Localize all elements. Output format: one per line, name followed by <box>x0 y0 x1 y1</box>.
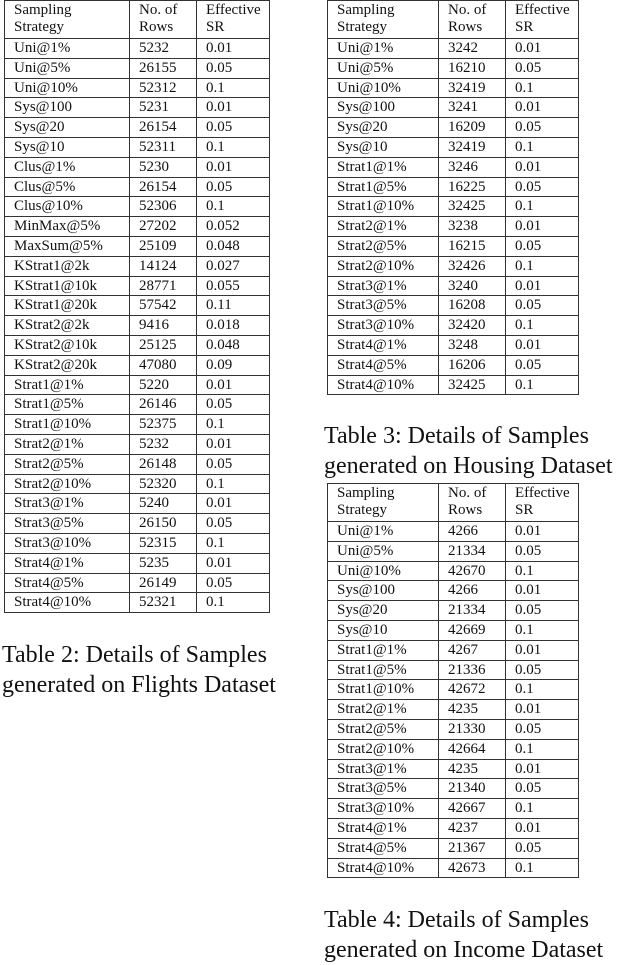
cell-strategy: Strat4@10% <box>328 375 439 395</box>
table-row <box>328 197 579 217</box>
cell-strategy: Uni@10% <box>5 78 130 98</box>
cell-strategy: Uni@5% <box>328 541 439 561</box>
cell-strategy: Strat1@10% <box>328 197 439 217</box>
cell-rows: 3241 <box>439 98 506 118</box>
cell-rows: 21334 <box>439 541 506 561</box>
cell-strategy: Strat2@5% <box>328 719 439 739</box>
table-row <box>5 454 270 474</box>
cell-rows: 14124 <box>130 256 197 276</box>
cell-rows: 9416 <box>130 316 197 336</box>
table-row <box>5 256 270 276</box>
table-row <box>328 561 579 581</box>
table-row <box>328 660 579 680</box>
cell-strategy: Uni@5% <box>5 58 130 78</box>
cell-rows: 47080 <box>130 355 197 375</box>
cell-sr: 0.01 <box>506 818 579 838</box>
table-row <box>5 573 270 593</box>
cell-sr: 0.01 <box>506 157 579 177</box>
cell-sr: 0.1 <box>197 197 270 217</box>
cell-rows: 3246 <box>439 157 506 177</box>
cell-rows: 32426 <box>439 256 506 276</box>
cell-strategy: Strat2@5% <box>5 454 130 474</box>
table-row <box>328 355 579 375</box>
cell-rows: 5240 <box>130 494 197 514</box>
cell-strategy: Uni@10% <box>328 78 439 98</box>
cell-rows: 4267 <box>439 640 506 660</box>
cell-sr: 0.01 <box>506 581 579 601</box>
cell-sr: 0.05 <box>197 514 270 534</box>
cell-sr: 0.1 <box>506 375 579 395</box>
table-row <box>5 137 270 157</box>
table-row <box>328 157 579 177</box>
cell-strategy: KStrat1@2k <box>5 256 130 276</box>
cell-sr: 0.1 <box>197 593 270 613</box>
table-row <box>328 276 579 296</box>
cell-rows: 3242 <box>439 39 506 59</box>
cell-sr: 0.1 <box>197 533 270 553</box>
column-header-sr: Effective SR <box>197 1 270 39</box>
table-row <box>5 593 270 613</box>
table-row <box>5 375 270 395</box>
cell-strategy: KStrat2@20k <box>5 355 130 375</box>
table-row <box>328 858 579 878</box>
cell-sr: 0.1 <box>197 474 270 494</box>
table-row <box>5 355 270 375</box>
table-row <box>328 39 579 59</box>
cell-sr: 0.1 <box>197 78 270 98</box>
cell-rows: 52320 <box>130 474 197 494</box>
table-row <box>328 759 579 779</box>
cell-strategy: Strat3@1% <box>328 276 439 296</box>
table-row <box>5 236 270 256</box>
cell-sr: 0.05 <box>197 118 270 138</box>
table-row <box>5 118 270 138</box>
cell-rows: 26148 <box>130 454 197 474</box>
cell-rows: 5232 <box>130 434 197 454</box>
cell-rows: 42667 <box>439 799 506 819</box>
cell-rows: 27202 <box>130 217 197 237</box>
cell-sr: 0.01 <box>197 434 270 454</box>
cell-sr: 0.09 <box>197 355 270 375</box>
cell-strategy: Uni@1% <box>5 39 130 59</box>
table-row <box>5 296 270 316</box>
cell-rows: 3240 <box>439 276 506 296</box>
cell-sr: 0.052 <box>197 217 270 237</box>
cell-strategy: Strat4@1% <box>328 335 439 355</box>
column-header-rows: No. of Rows <box>439 484 506 522</box>
table-row <box>328 296 579 316</box>
cell-rows: 5235 <box>130 553 197 573</box>
cell-rows: 26146 <box>130 395 197 415</box>
cell-rows: 3248 <box>439 335 506 355</box>
cell-strategy: Strat4@10% <box>5 593 130 613</box>
cell-strategy: Clus@10% <box>5 197 130 217</box>
column-header-strategy: Sampling Strategy <box>328 1 439 39</box>
cell-strategy: Strat3@10% <box>328 316 439 336</box>
cell-sr: 0.05 <box>506 601 579 621</box>
cell-strategy: Clus@1% <box>5 157 130 177</box>
table-row <box>5 474 270 494</box>
cell-strategy: Sys@10 <box>328 137 439 157</box>
cell-strategy: Strat3@10% <box>5 533 130 553</box>
cell-rows: 21330 <box>439 719 506 739</box>
cell-strategy: KStrat2@2k <box>5 316 130 336</box>
cell-sr: 0.01 <box>197 157 270 177</box>
table-row <box>5 434 270 454</box>
table-header-row <box>328 1 579 39</box>
cell-strategy: Strat4@1% <box>5 553 130 573</box>
table-row <box>5 98 270 118</box>
cell-rows: 5230 <box>130 157 197 177</box>
cell-rows: 42670 <box>439 561 506 581</box>
cell-strategy: Strat4@5% <box>328 355 439 375</box>
cell-strategy: Uni@1% <box>328 39 439 59</box>
cell-sr: 0.05 <box>506 118 579 138</box>
cell-sr: 0.1 <box>506 137 579 157</box>
table-row <box>5 514 270 534</box>
table-row <box>328 78 579 98</box>
cell-sr: 0.1 <box>506 858 579 878</box>
cell-strategy: KStrat2@10k <box>5 335 130 355</box>
cell-strategy: KStrat1@10k <box>5 276 130 296</box>
table-3-caption: Table 3: Details of Samples generated on Housing Dataset <box>324 423 613 479</box>
cell-strategy: Uni@10% <box>328 561 439 581</box>
cell-sr: 0.05 <box>506 58 579 78</box>
cell-rows: 26154 <box>130 177 197 197</box>
cell-sr: 0.01 <box>506 217 579 237</box>
cell-rows: 4235 <box>439 759 506 779</box>
cell-sr: 0.1 <box>197 415 270 435</box>
cell-rows: 26150 <box>130 514 197 534</box>
table-row <box>328 137 579 157</box>
cell-rows: 26154 <box>130 118 197 138</box>
cell-rows: 16208 <box>439 296 506 316</box>
table-row <box>5 39 270 59</box>
cell-strategy: Strat2@1% <box>328 700 439 720</box>
cell-rows: 26155 <box>130 58 197 78</box>
table-row <box>328 118 579 138</box>
table-row <box>5 415 270 435</box>
cell-sr: 0.1 <box>506 620 579 640</box>
cell-sr: 0.01 <box>506 700 579 720</box>
cell-rows: 21334 <box>439 601 506 621</box>
housing-samples-table <box>327 0 579 395</box>
column-header-strategy: Sampling Strategy <box>328 484 439 522</box>
cell-sr: 0.05 <box>506 236 579 256</box>
cell-strategy: Strat1@5% <box>328 660 439 680</box>
cell-sr: 0.048 <box>197 335 270 355</box>
cell-rows: 16225 <box>439 177 506 197</box>
cell-rows: 42664 <box>439 739 506 759</box>
table-row <box>328 177 579 197</box>
cell-rows: 32425 <box>439 197 506 217</box>
table-row <box>5 494 270 514</box>
cell-strategy: Strat2@1% <box>5 434 130 454</box>
table-row <box>328 98 579 118</box>
cell-strategy: MaxSum@5% <box>5 236 130 256</box>
table-row <box>328 680 579 700</box>
cell-strategy: Sys@100 <box>328 98 439 118</box>
cell-rows: 32425 <box>439 375 506 395</box>
cell-strategy: Strat1@5% <box>5 395 130 415</box>
cell-sr: 0.01 <box>506 522 579 542</box>
cell-strategy: Strat3@1% <box>5 494 130 514</box>
table-row <box>5 197 270 217</box>
cell-rows: 16209 <box>439 118 506 138</box>
cell-sr: 0.05 <box>506 177 579 197</box>
cell-strategy: Strat1@1% <box>5 375 130 395</box>
cell-sr: 0.048 <box>197 236 270 256</box>
cell-sr: 0.027 <box>197 256 270 276</box>
cell-strategy: Strat3@1% <box>328 759 439 779</box>
cell-rows: 5232 <box>130 39 197 59</box>
cell-rows: 52306 <box>130 197 197 217</box>
cell-strategy: Clus@5% <box>5 177 130 197</box>
cell-sr: 0.01 <box>506 39 579 59</box>
table-row <box>5 276 270 296</box>
table-row <box>328 601 579 621</box>
cell-strategy: Strat1@5% <box>328 177 439 197</box>
cell-sr: 0.01 <box>506 335 579 355</box>
cell-rows: 3238 <box>439 217 506 237</box>
cell-sr: 0.05 <box>197 454 270 474</box>
column-header-sr: Effective SR <box>506 484 579 522</box>
cell-strategy: Strat1@1% <box>328 640 439 660</box>
cell-rows: 5220 <box>130 375 197 395</box>
column-header-sr: Effective SR <box>506 1 579 39</box>
cell-sr: 0.1 <box>506 256 579 276</box>
cell-sr: 0.05 <box>506 779 579 799</box>
cell-sr: 0.01 <box>506 640 579 660</box>
cell-rows: 32419 <box>439 78 506 98</box>
cell-sr: 0.05 <box>197 573 270 593</box>
cell-rows: 42673 <box>439 858 506 878</box>
cell-strategy: Uni@1% <box>328 522 439 542</box>
cell-sr: 0.05 <box>197 395 270 415</box>
cell-rows: 4237 <box>439 818 506 838</box>
table-body <box>5 39 270 613</box>
cell-strategy: Sys@100 <box>5 98 130 118</box>
cell-rows: 52311 <box>130 137 197 157</box>
cell-sr: 0.1 <box>506 680 579 700</box>
cell-sr: 0.05 <box>197 58 270 78</box>
table-row <box>328 335 579 355</box>
table-body <box>328 39 579 395</box>
cell-rows: 52321 <box>130 593 197 613</box>
table-row <box>328 799 579 819</box>
cell-rows: 4266 <box>439 522 506 542</box>
table-row <box>328 739 579 759</box>
income-samples-table <box>327 483 579 878</box>
cell-sr: 0.05 <box>506 838 579 858</box>
cell-strategy: Strat3@5% <box>328 779 439 799</box>
cell-strategy: Strat2@5% <box>328 236 439 256</box>
cell-sr: 0.1 <box>506 799 579 819</box>
cell-sr: 0.1 <box>506 78 579 98</box>
cell-strategy: Sys@20 <box>5 118 130 138</box>
column-header-rows: No. of Rows <box>130 1 197 39</box>
cell-strategy: Strat2@10% <box>5 474 130 494</box>
cell-sr: 0.1 <box>197 137 270 157</box>
table-row <box>5 533 270 553</box>
table-row <box>5 58 270 78</box>
cell-rows: 21367 <box>439 838 506 858</box>
cell-strategy: Strat4@5% <box>328 838 439 858</box>
cell-rows: 5231 <box>130 98 197 118</box>
table-row <box>328 818 579 838</box>
cell-rows: 21340 <box>439 779 506 799</box>
table-row <box>328 316 579 336</box>
cell-strategy: Strat4@10% <box>328 858 439 878</box>
table-row <box>328 541 579 561</box>
cell-strategy: Sys@20 <box>328 601 439 621</box>
cell-rows: 42669 <box>439 620 506 640</box>
cell-rows: 52315 <box>130 533 197 553</box>
cell-sr: 0.05 <box>506 355 579 375</box>
cell-sr: 0.05 <box>506 719 579 739</box>
table-row <box>328 236 579 256</box>
cell-rows: 52312 <box>130 78 197 98</box>
cell-rows: 57542 <box>130 296 197 316</box>
cell-rows: 21336 <box>439 660 506 680</box>
table-row <box>5 78 270 98</box>
cell-rows: 52375 <box>130 415 197 435</box>
cell-rows: 25109 <box>130 236 197 256</box>
cell-sr: 0.05 <box>506 541 579 561</box>
table-4-caption: Table 4: Details of Samples generated on Income Dataset <box>324 907 604 963</box>
cell-strategy: Strat4@1% <box>328 818 439 838</box>
column-header-strategy: Sampling Strategy <box>5 1 130 39</box>
cell-strategy: Strat2@10% <box>328 256 439 276</box>
cell-strategy: Strat4@5% <box>5 573 130 593</box>
cell-sr: 0.05 <box>506 296 579 316</box>
cell-rows: 25125 <box>130 335 197 355</box>
cell-rows: 16206 <box>439 355 506 375</box>
cell-strategy: Strat1@10% <box>328 680 439 700</box>
cell-rows: 28771 <box>130 276 197 296</box>
cell-sr: 0.01 <box>506 759 579 779</box>
cell-strategy: Strat3@5% <box>5 514 130 534</box>
cell-sr: 0.1 <box>506 197 579 217</box>
cell-sr: 0.01 <box>197 39 270 59</box>
column-header-rows: No. of Rows <box>439 1 506 39</box>
cell-sr: 0.01 <box>197 553 270 573</box>
cell-rows: 32419 <box>439 137 506 157</box>
table-header-row <box>5 1 270 39</box>
cell-strategy: Strat1@1% <box>328 157 439 177</box>
cell-strategy: MinMax@5% <box>5 217 130 237</box>
cell-strategy: Strat2@10% <box>328 739 439 759</box>
table-header-row <box>328 484 579 522</box>
cell-sr: 0.11 <box>197 296 270 316</box>
table-row <box>328 217 579 237</box>
table-row <box>328 640 579 660</box>
table-row <box>328 838 579 858</box>
table-row <box>328 58 579 78</box>
cell-strategy: Strat3@5% <box>328 296 439 316</box>
table-row <box>5 157 270 177</box>
table-row <box>5 395 270 415</box>
cell-sr: 0.05 <box>506 660 579 680</box>
table-2-caption: Table 2: Details of Samples generated on Flights Dataset <box>2 642 276 698</box>
cell-strategy: Sys@10 <box>328 620 439 640</box>
cell-rows: 4235 <box>439 700 506 720</box>
cell-sr: 0.018 <box>197 316 270 336</box>
cell-strategy: Sys@20 <box>328 118 439 138</box>
table-row <box>328 700 579 720</box>
table-row <box>328 522 579 542</box>
cell-rows: 16215 <box>439 236 506 256</box>
table-row <box>328 375 579 395</box>
cell-strategy: Uni@5% <box>328 58 439 78</box>
table-row <box>5 177 270 197</box>
cell-rows: 26149 <box>130 573 197 593</box>
cell-sr: 0.05 <box>197 177 270 197</box>
cell-sr: 0.01 <box>506 276 579 296</box>
table-row <box>328 256 579 276</box>
cell-rows: 4266 <box>439 581 506 601</box>
table-row <box>328 620 579 640</box>
cell-rows: 42672 <box>439 680 506 700</box>
cell-sr: 0.01 <box>197 375 270 395</box>
cell-sr: 0.1 <box>506 316 579 336</box>
cell-strategy: Sys@10 <box>5 137 130 157</box>
cell-sr: 0.01 <box>197 98 270 118</box>
table-row <box>328 581 579 601</box>
table-row <box>5 217 270 237</box>
cell-sr: 0.1 <box>506 739 579 759</box>
cell-strategy: Strat3@10% <box>328 799 439 819</box>
table-row <box>5 335 270 355</box>
cell-sr: 0.1 <box>506 561 579 581</box>
flights-samples-table <box>4 0 270 613</box>
cell-sr: 0.01 <box>197 494 270 514</box>
table-row <box>5 553 270 573</box>
cell-sr: 0.01 <box>506 98 579 118</box>
cell-rows: 16210 <box>439 58 506 78</box>
table-row <box>328 779 579 799</box>
table-row <box>328 719 579 739</box>
table-body <box>328 522 579 878</box>
cell-strategy: Strat1@10% <box>5 415 130 435</box>
table-row <box>5 316 270 336</box>
cell-strategy: Sys@100 <box>328 581 439 601</box>
cell-sr: 0.055 <box>197 276 270 296</box>
cell-strategy: Strat2@1% <box>328 217 439 237</box>
cell-rows: 32420 <box>439 316 506 336</box>
cell-strategy: KStrat1@20k <box>5 296 130 316</box>
